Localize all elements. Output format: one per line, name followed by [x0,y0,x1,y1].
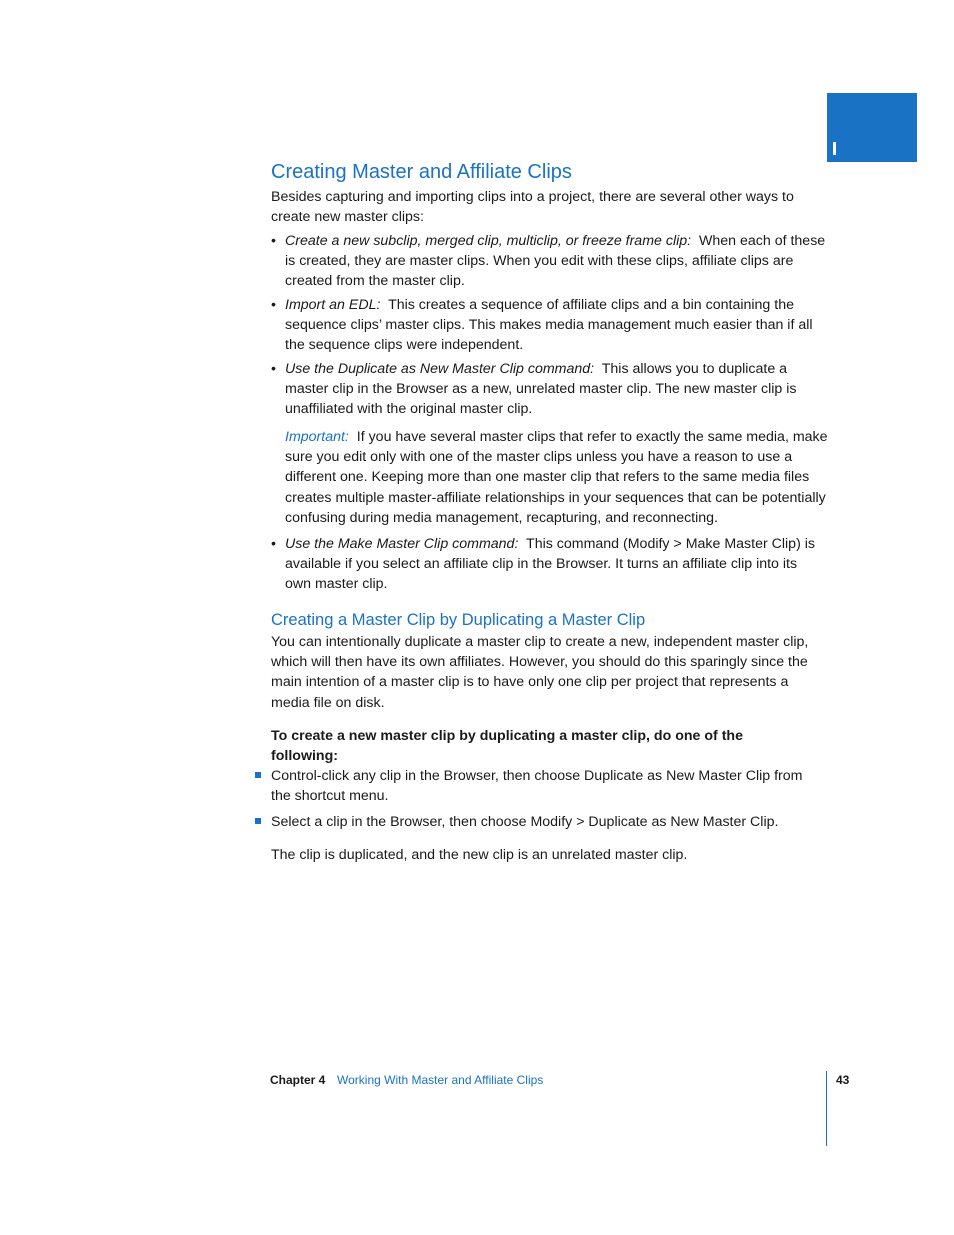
important-label: Important: [285,429,349,445]
bullet-item-2 [271,295,826,356]
bullet-text: This creates a sequence of affiliate clips and a bin containing the sequence clips’ master clips. This makes media management much easier than if all the sequence clips were independent. [285,297,813,354]
bullet-dot: • [271,297,276,313]
bullet-dot: • [271,361,276,377]
section-heading: Creating Master and Affiliate Clips [271,161,572,183]
square-bullet-icon [255,818,261,824]
bullet-lead: Use the Make Master Clip command: [285,536,519,552]
bullet-text: When each of these is created, they are master clips. When you edit with these clips, affiliate clips are created from the master clip. [285,233,826,290]
task-intro: To create a new master clip by duplicating a master clip, do one of the following: [271,728,743,765]
footer-chapter-title: Working With Master and Affiliate Clips [337,1073,544,1087]
bullet-lead: Use the Duplicate as New Master Clip command: [285,361,595,377]
bullet-text: This command (Modify > Make Master Clip) is available if you select an affiliate clip in the Browser. It turns an affiliate clip into its own master clip. [285,536,815,593]
bullet-item-3 [271,359,826,420]
important-text: If you have several master clips that refer to exactly the same media, make sure you edit only with one of the master clips unless you have a reason to use a different one. Keeping more than one master clip that refers to the same media files creates multiple master-affiliate relationships in your sequences that can be potentially confusing during media management, recapturing, and reconnecting. [285,429,828,526]
tab-marker [833,142,836,155]
step-item-1 [271,766,826,806]
footer-chapter: Chapter 4 [270,1073,326,1087]
bullet-dot: • [271,536,276,552]
subsection-paragraph: You can intentionally duplicate a master clip to create a new, independent master clip, which will then have its own affiliates. However, you should do this sparingly since the main intention of a master clip is to have only one clip per project that represents a media file on disk. [271,634,809,711]
page-number: 43 [836,1073,850,1087]
step-text: Control-click any clip in the Browser, then choose Duplicate as New Master Clip from the shortcut menu. [271,768,803,805]
chapter-tab [827,93,917,162]
bullet-lead: Create a new subclip, merged clip, multiclip, or freeze frame clip: [285,233,692,249]
subsection-heading: Creating a Master Clip by Duplicating a Master Clip [271,611,646,629]
important-note [285,427,830,528]
bullet-text: This allows you to duplicate a master clip in the Browser as a new, unrelated master clip. The new master clip is unaffiliated with the original master clip. [285,361,797,418]
footer-divider [826,1071,827,1146]
bullet-item-1 [271,231,826,292]
result-paragraph: The clip is duplicated, and the new clip is an unrelated master clip. [271,847,688,863]
bullet-lead: Import an EDL: [285,297,381,313]
bullet-dot: • [271,233,276,249]
intro-paragraph: Besides capturing and importing clips into a project, there are several other ways to create new master clips: [271,189,794,226]
step-text: Select a clip in the Browser, then choose Modify > Duplicate as New Master Clip. [271,814,779,830]
square-bullet-icon [255,772,261,778]
bullet-item-4 [271,534,826,595]
step-item-2 [271,812,826,832]
